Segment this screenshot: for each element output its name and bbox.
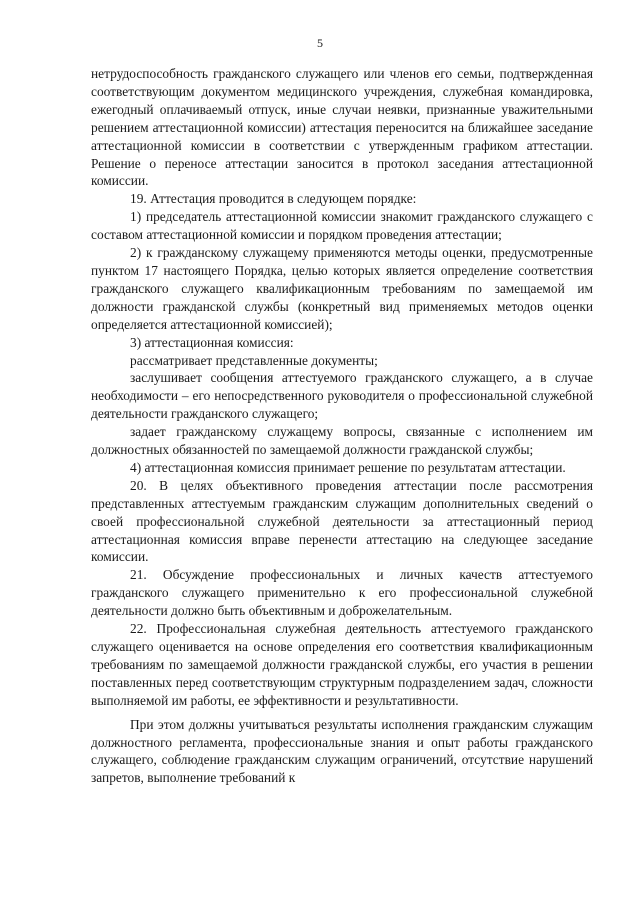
- paragraph-subitem-4: 4) аттестационная комиссия принимает решение по результатам аттестации.: [130, 459, 566, 475]
- paragraph-item-22: 22. Профессиональная служебная деятельность аттестуемого гражданского служащего оценивается на основе определения его соответствия квалификационным требованиям по замещаемой должности гражданской службы, его участия в решении поставленных перед соответствующим структурным подразделением задач, сложности выполняемой им работы, ее эффективности и результативности.: [91, 621, 593, 708]
- paragraph-item-19: 19. Аттестация проводится в следующем порядке:: [130, 191, 417, 207]
- paragraph-item-21: 21. Обсуждение профессиональных и личных качеств аттестуемого гражданского служащего применительно к его профессиональной служебной деятельности должно быть объективным и доброжелательным.: [91, 567, 593, 619]
- paragraph-subitem-3: 3) аттестационная комиссия:: [130, 334, 294, 350]
- paragraph-subitem-3-hear: заслушивает сообщения аттестуемого гражданского служащего, а в случае необходимости – его непосредственного руководителя о профессиональной служебной деятельности гражданского служащего;: [91, 370, 593, 422]
- paragraph-subitem-2: 2) к гражданскому служащему применяются методы оценки, предусмотренные пунктом 17 настоящего Порядка, целью которых является определение соответствия гражданского служащего квалификационным требованиям по замещаемой им должности гражданской службы (конкретный вид применяемых методов оценки определяется аттестационной комиссией);: [91, 245, 593, 332]
- paragraph-subitem-3-review: рассматривает представленные документы;: [130, 352, 378, 368]
- page-number: 5: [317, 36, 323, 50]
- paragraph-subitem-1: 1) председатель аттестационной комиссии знакомит гражданского служащего с составом аттестационной комиссии и порядком проведения аттестации;: [91, 209, 593, 243]
- paragraph-subitem-3-questions: задает гражданскому служащему вопросы, связанные с исполнением им должностных обязанностей по замещаемой должности гражданской службы;: [91, 424, 593, 458]
- paragraph-continuation: нетрудоспособность гражданского служащего или членов его семьи, подтвержденная соответствующим документом медицинского учреждения, служебная командировка, ежегодный оплачиваемый отпуск, иные случаи неявки, признанные уважительными решением аттестационной комиссии) аттестация переносится на ближайшее заседание аттестационной комиссии в соответствии с утвержденным графиком аттестации. Решение о переносе аттестации заносится в протокол заседания аттестационной комиссии.: [91, 66, 593, 189]
- document-body: [91, 65, 593, 787]
- paragraph-item-20: 20. В целях объективного проведения аттестации после рассмотрения представленных аттестуемым гражданским служащим дополнительных сведений о своей профессиональной служебной деятельности за аттестационный период аттестационная комиссия вправе перенести аттестацию на следующее заседание комиссии.: [91, 477, 593, 565]
- paragraph-item-22-continued: При этом должны учитываться результаты исполнения гражданским служащим должностного регламента, профессиональные знания и опыт работы гражданского служащего, соблюдение гражданским служащим ограничений, отсутствие нарушений запретов, выполнение требований к: [91, 716, 593, 786]
